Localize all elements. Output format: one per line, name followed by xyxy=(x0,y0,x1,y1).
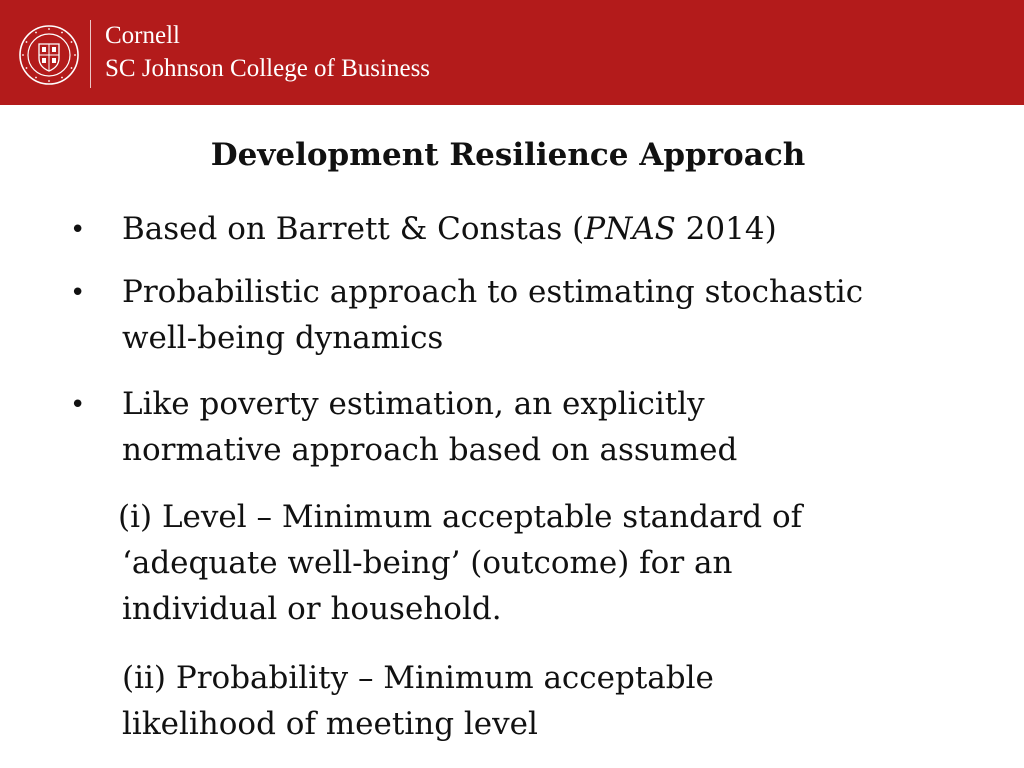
bullet-3-text xyxy=(122,381,1002,473)
sub-item-level-line-1: (i) Level – Minimum acceptable standard of xyxy=(118,499,803,535)
bullet-3-dot: • xyxy=(70,390,86,420)
bullet-2-text xyxy=(122,269,1002,361)
bullet-1-dot: • xyxy=(70,215,86,245)
header-divider xyxy=(90,20,91,88)
bullet-3-line-1: Like poverty estimation, an explicitly xyxy=(122,386,705,422)
sub-item-probability-line-2: likelihood of meeting level xyxy=(122,706,538,742)
sub-item-level-line-3: individual or household. xyxy=(122,591,502,627)
brand-cornell: Cornell xyxy=(105,22,180,49)
brand-college-name: SC Johnson College of Business xyxy=(105,55,431,82)
header-bar xyxy=(0,0,1024,105)
sub-item-probability-line-1: (ii) Probability – Minimum acceptable xyxy=(122,660,714,696)
bullet-1-suffix: 2014) xyxy=(675,211,777,247)
slide-title: Development Resilience Approach xyxy=(210,137,806,173)
bullet-1-journal: PNAS xyxy=(584,211,676,247)
sub-item-level-line-2: ‘adequate well-being’ (outcome) for an xyxy=(122,545,733,581)
bullet-1-text xyxy=(122,206,1002,252)
bullet-2-line-1: Probabilistic approach to estimating stochastic xyxy=(122,274,864,310)
bullet-3-line-2: normative approach based on assumed xyxy=(122,432,738,468)
sub-item-probability xyxy=(122,655,714,747)
bullet-2-dot: • xyxy=(70,278,86,308)
bullet-1-prefix: Based on Barrett & Constas ( xyxy=(122,211,585,247)
cornell-seal-icon xyxy=(18,24,80,86)
bullet-2-line-2: well-being dynamics xyxy=(122,320,444,356)
sub-item-level xyxy=(118,494,802,632)
